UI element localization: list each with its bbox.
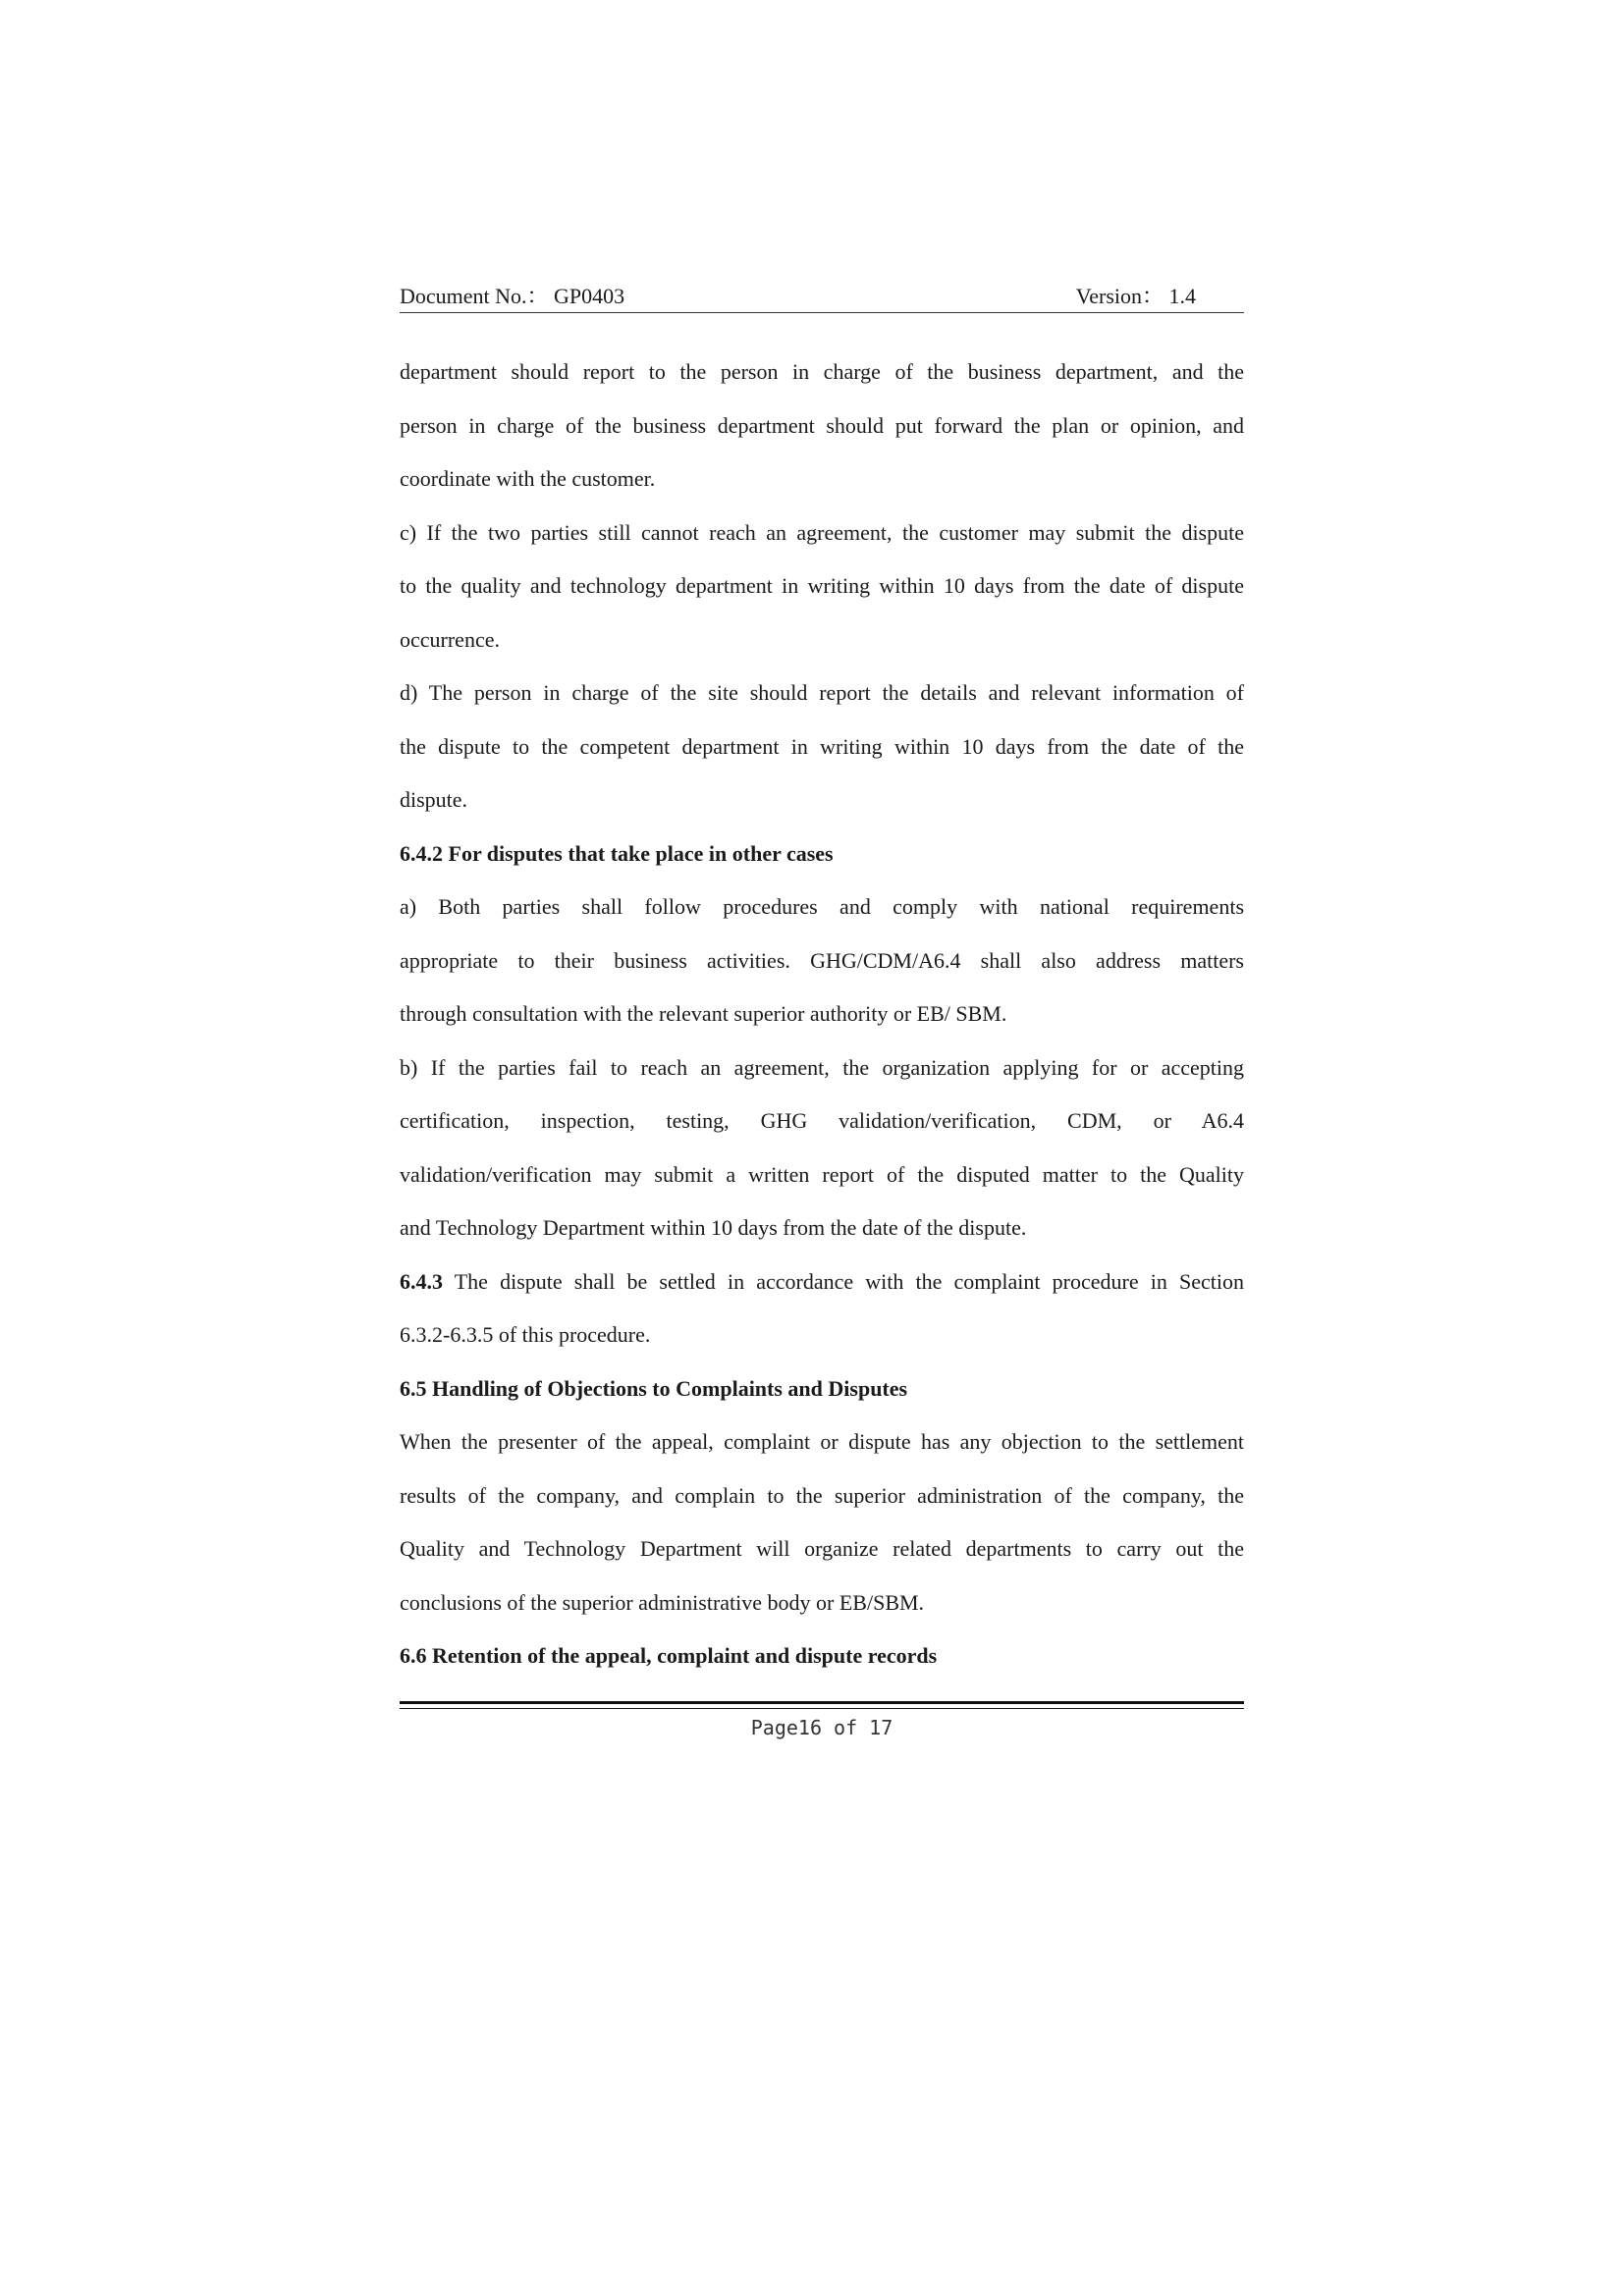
body-line: d) The person in charge of the site should report the details and relevant information of: [400, 680, 1244, 705]
body-line: c) If the two parties still cannot reach an agreement, the customer may submit the dispute: [400, 519, 1244, 545]
footer-divider-thick: [400, 1701, 1244, 1704]
body-line: coordinate with the customer.: [400, 466, 656, 491]
body-line: b) If the parties fail to reach an agreement, the organization applying for or accepting: [400, 1054, 1244, 1080]
document-body: [400, 346, 1244, 1683]
body-line: When the presenter of the appeal, complaint or dispute has any objection to the settlement: [400, 1429, 1244, 1454]
body-line: certification, inspection, testing, GHG validation/verification, CDM, or A6.4: [400, 1108, 1244, 1133]
body-line: to the quality and technology department in writing within 10 days from the date of dispute: [400, 573, 1244, 598]
body-line: the dispute to the competent department in writing within 10 days from the date of the: [400, 733, 1244, 759]
section-6-4-3-line: [400, 1255, 1244, 1309]
body-line: a) Both parties shall follow procedures and comply with national requirements: [400, 894, 1244, 919]
document-version: Version： 1.4: [1075, 284, 1196, 308]
body-line: department should report to the person in charge of the business department, and the: [400, 359, 1244, 384]
page-header: [400, 284, 1244, 313]
body-line: person in charge of the business department should put forward the plan or opinion, and: [400, 412, 1244, 438]
header-divider: [400, 312, 1244, 313]
section-6-4-3-text: The dispute shall be settled in accordance with the complaint procedure in Section: [443, 1268, 1244, 1294]
body-line: results of the company, and complain to the superior administration of the company, the: [400, 1482, 1244, 1508]
page-number: Page16 of 17: [750, 1716, 893, 1739]
document-page: [400, 0, 1244, 2296]
body-line: occurrence.: [400, 626, 500, 652]
section-heading-6-5: 6.5 Handling of Objections to Complaints and Disputes: [400, 1375, 908, 1401]
body-line: validation/verification may submit a written report of the disputed matter to the Quality: [400, 1161, 1244, 1187]
section-heading-6-6: 6.6 Retention of the appeal, complaint and dispute records: [400, 1643, 938, 1668]
document-number: Document No.： GP0403: [400, 284, 625, 308]
body-line: 6.3.2-6.3.5 of this procedure.: [400, 1322, 651, 1347]
body-line: through consultation with the relevant superior authority or EB/ SBM.: [400, 1001, 1007, 1026]
body-line: conclusions of the superior administrative body or EB/SBM.: [400, 1589, 925, 1615]
body-line: Quality and Technology Department will organize related departments to carry out the: [400, 1536, 1244, 1561]
footer-divider-thin: [400, 1708, 1244, 1709]
section-number-6-4-3: 6.4.3: [400, 1268, 443, 1294]
body-line: dispute.: [400, 787, 468, 812]
body-line: and Technology Department within 10 days from the date of the dispute.: [400, 1215, 1027, 1240]
body-line: appropriate to their business activities. GHG/CDM/A6.4 shall also address matters: [400, 947, 1244, 973]
section-heading-6-4-2: 6.4.2 For disputes that take place in other cases: [400, 840, 834, 866]
